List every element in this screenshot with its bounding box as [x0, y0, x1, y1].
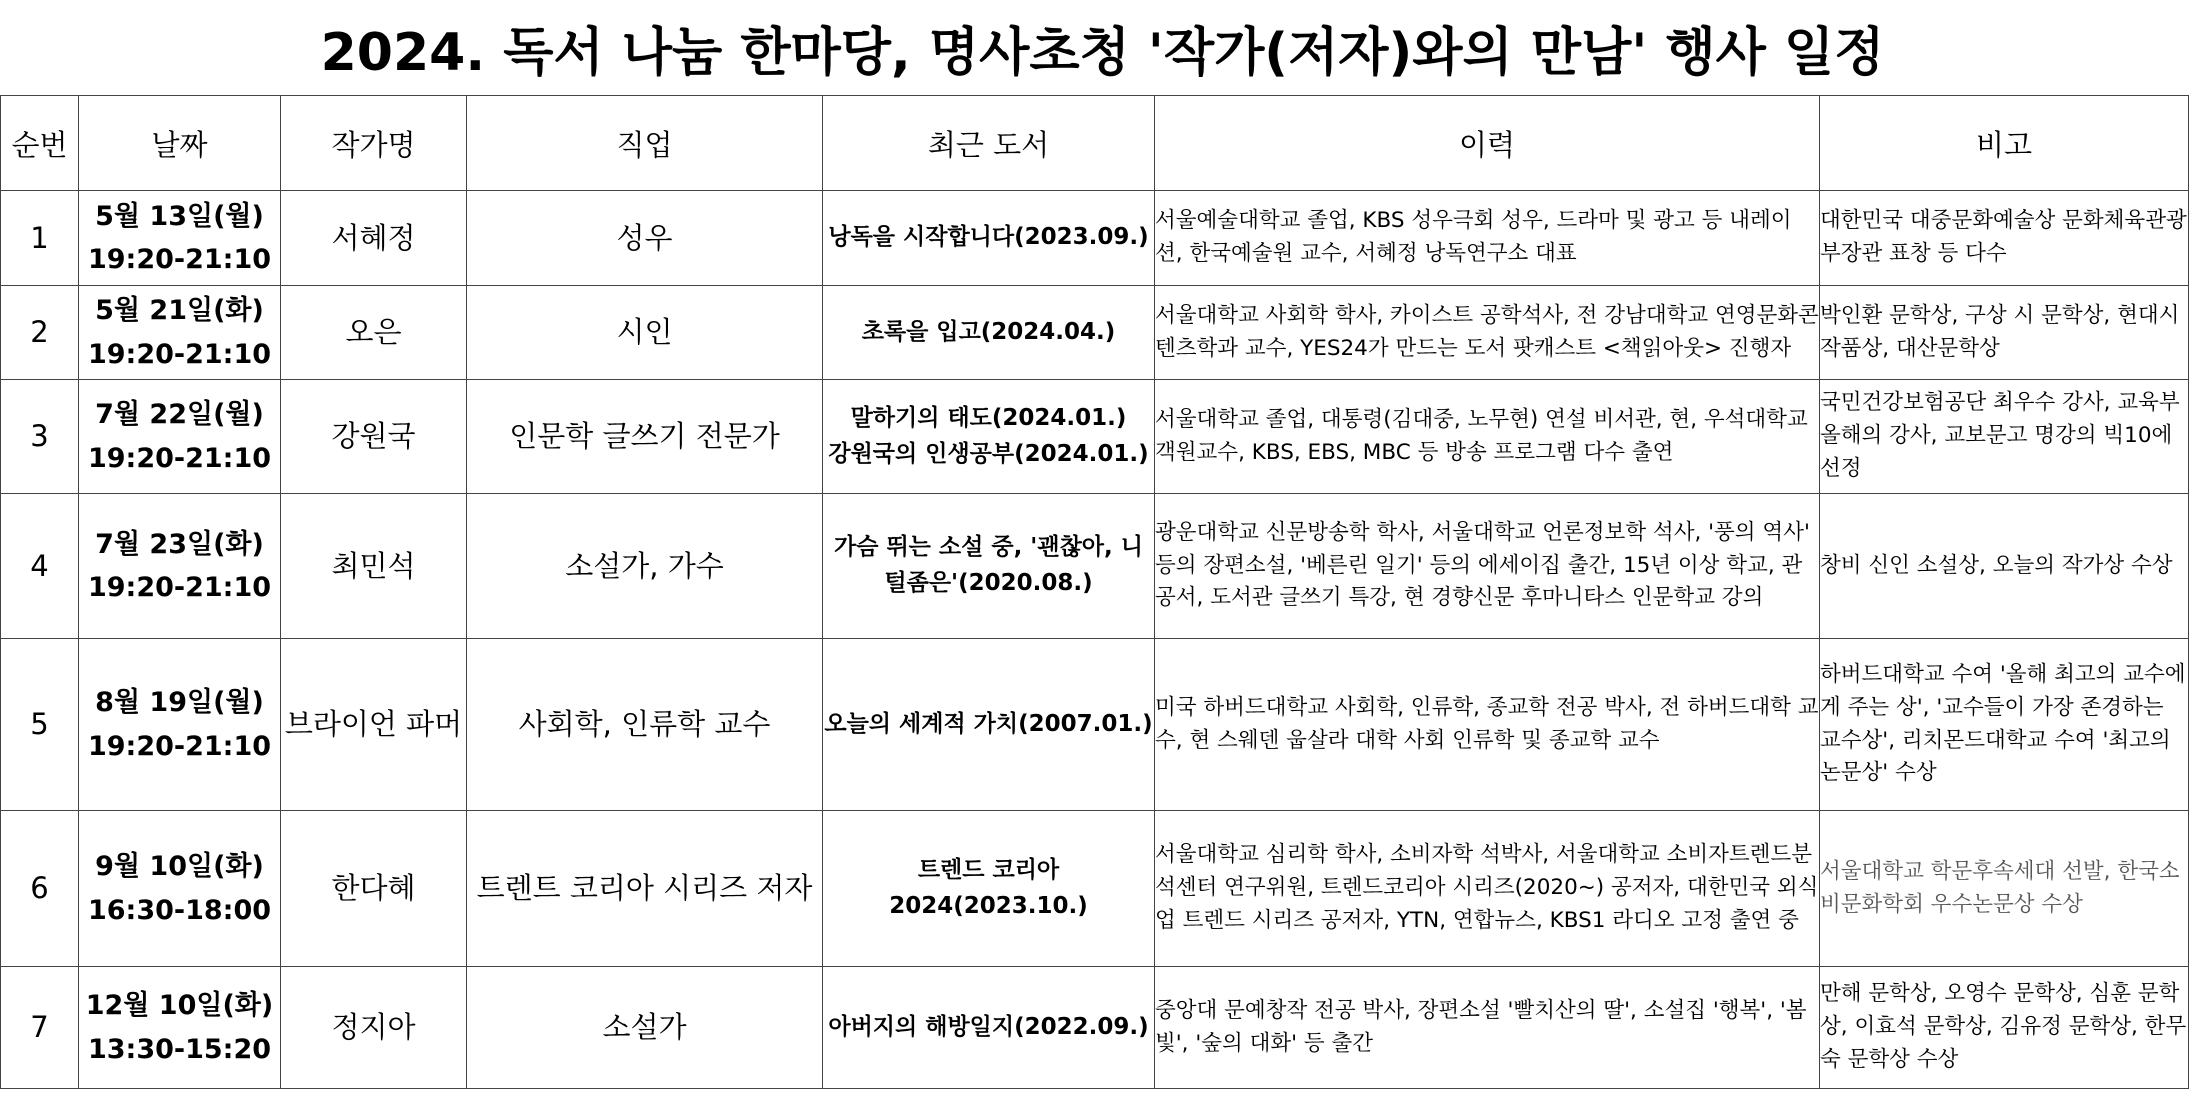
cell-date — [79, 494, 281, 639]
book-title-2: 강원국의 인생공부(2024.01.) — [828, 440, 1149, 467]
cell-job: 시인 — [467, 286, 823, 380]
book-title: 초록을 입고(2024.04.) — [861, 318, 1116, 345]
header-note: 비고 — [1820, 96, 2189, 191]
cell-no: 7 — [1, 967, 79, 1089]
table-row — [1, 191, 2189, 286]
header-row — [1, 96, 2189, 191]
cell-job: 트렌트 코리아 시리즈 저자 — [467, 811, 823, 967]
date-text: 9월 10일(화) — [95, 851, 264, 883]
book-title: 오늘의 세계적 가치(2007.01.) — [824, 710, 1153, 737]
book-title: 가슴 뛰는 소설 중, '괜찮아, 니 — [834, 534, 1143, 561]
cell-note: 만해 문학상, 오영수 문학상, 심훈 문학상, 이효석 문학상, 김유정 문학상, 한무숙 문학상 수상 — [1820, 967, 2189, 1089]
book-title: 아버지의 해방일지(2022.09.) — [828, 1013, 1149, 1040]
cell-book — [823, 967, 1155, 1089]
cell-book — [823, 286, 1155, 380]
cell-note: 대한민국 대중문화예술상 문화체육관광부장관 표창 등 다수 — [1820, 191, 2189, 286]
cell-date — [79, 639, 281, 811]
cell-job: 인문학 글쓰기 전문가 — [467, 380, 823, 494]
cell-no: 2 — [1, 286, 79, 380]
cell-note: 서울대학교 학문후속세대 선발, 한국소비문화학회 우수논문상 수상 — [1820, 811, 2189, 967]
table-row — [1, 380, 2189, 494]
time-text: 19:20-21:10 — [87, 730, 272, 762]
date-text: 8월 19일(월) — [95, 687, 264, 719]
header-job: 직업 — [467, 96, 823, 191]
date-text: 12월 10일(화) — [85, 990, 274, 1022]
cell-author: 한다혜 — [281, 811, 467, 967]
book-title: 낭독을 시작합니다(2023.09.) — [828, 224, 1149, 251]
time-text: 19:20-21:10 — [87, 442, 272, 474]
cell-author: 정지아 — [281, 967, 467, 1089]
table-row — [1, 967, 2189, 1089]
header-no: 순번 — [1, 96, 79, 191]
cell-job: 소설가 — [467, 967, 823, 1089]
cell-book — [823, 191, 1155, 286]
cell-book — [823, 380, 1155, 494]
cell-career: 광운대학교 신문방송학 학사, 서울대학교 언론정보학 석사, '풍의 역사' 등의 장편소설, '베른린 일기' 등의 에세이집 출간, 15년 이상 학교, 관공서, 도서관 글쓰기 특강, 현 경향신문 후마니타스 인문학교 강의 — [1155, 494, 1820, 639]
cell-note: 국민건강보험공단 최우수 강사, 교육부 올해의 강사, 교보문고 명강의 빅10에 선정 — [1820, 380, 2189, 494]
book-title: 말하기의 태도(2024.01.) — [850, 404, 1127, 431]
cell-note: 하버드대학교 수여 '올해 최고의 교수에게 주는 상', '교수들이 가장 존경하는 교수상', 리치몬드대학교 수여 '최고의 논문상' 수상 — [1820, 639, 2189, 811]
header-book: 최근 도서 — [823, 96, 1155, 191]
cell-career: 서울예술대학교 졸업, KBS 성우극회 성우, 드라마 및 광고 등 내레이션, 한국예술원 교수, 서혜정 낭독연구소 대표 — [1155, 191, 1820, 286]
cell-author: 강원국 — [281, 380, 467, 494]
cell-date — [79, 191, 281, 286]
cell-job: 사회학, 인류학 교수 — [467, 639, 823, 811]
cell-author: 브라이언 파머 — [281, 639, 467, 811]
cell-no: 5 — [1, 639, 79, 811]
time-text: 13:30-15:20 — [87, 1033, 272, 1065]
cell-note: 창비 신인 소설상, 오늘의 작가상 수상 — [1820, 494, 2189, 639]
cell-date — [79, 967, 281, 1089]
book-title: 트렌드 코리아 2024(2023.10.) — [889, 856, 1088, 919]
cell-career: 서울대학교 졸업, 대통령(김대중, 노무현) 연설 비서관, 현, 우석대학교 객원교수, KBS, EBS, MBC 등 방송 프로그램 다수 출연 — [1155, 380, 1820, 494]
schedule-table — [0, 95, 2189, 1089]
cell-book — [823, 811, 1155, 967]
cell-no: 1 — [1, 191, 79, 286]
cell-career: 서울대학교 심리학 학사, 소비자학 석박사, 서울대학교 소비자트렌드분석센터 연구위원, 트렌드코리아 시리즈(2020~) 공저자, 대한민국 외식업 트렌드 시리즈 공저자, YTN, 연합뉴스, KBS1 라디오 고정 출연 중 — [1155, 811, 1820, 967]
cell-no: 3 — [1, 380, 79, 494]
time-text: 16:30-18:00 — [87, 894, 272, 926]
cell-job: 성우 — [467, 191, 823, 286]
header-date: 날짜 — [79, 96, 281, 191]
cell-career: 중앙대 문예창작 전공 박사, 장편소설 '빨치산의 딸', 소설집 '행복', '봄빛', '숲의 대화' 등 출간 — [1155, 967, 1820, 1089]
date-text: 5월 13일(월) — [95, 200, 264, 232]
date-text: 7월 22일(월) — [95, 399, 264, 431]
cell-author: 최민석 — [281, 494, 467, 639]
cell-job: 소설가, 가수 — [467, 494, 823, 639]
cell-career: 서울대학교 사회학 학사, 카이스트 공학석사, 전 강남대학교 연영문화콘텐츠학과 교수, YES24가 만드는 도서 팟캐스트 <책읽아웃> 진행자 — [1155, 286, 1820, 380]
book-title-2: 털좀은'(2020.08.) — [884, 570, 1093, 596]
cell-date — [79, 286, 281, 380]
header-career: 이력 — [1155, 96, 1820, 191]
cell-no: 6 — [1, 811, 79, 967]
cell-career: 미국 하버드대학교 사회학, 인류학, 종교학 전공 박사, 전 하버드대학 교수, 현 스웨덴 웁살라 대학 사회 인류학 및 종교학 교수 — [1155, 639, 1820, 811]
time-text: 19:20-21:10 — [87, 338, 272, 370]
cell-author: 오은 — [281, 286, 467, 380]
date-text: 7월 23일(화) — [95, 528, 264, 560]
table-row — [1, 811, 2189, 967]
cell-book — [823, 639, 1155, 811]
table-row — [1, 639, 2189, 811]
time-text: 19:20-21:10 — [87, 572, 272, 603]
cell-author: 서혜정 — [281, 191, 467, 286]
cell-date — [79, 380, 281, 494]
cell-book — [823, 494, 1155, 639]
header-author: 작가명 — [281, 96, 467, 191]
time-text: 19:20-21:10 — [87, 244, 272, 275]
cell-date — [79, 811, 281, 967]
date-text: 5월 21일(화) — [95, 295, 264, 327]
page-title: 2024. 독서 나눔 한마당, 명사초청 '작가(저자)와의 만남' 행사 일정 — [320, 23, 1885, 83]
cell-note: 박인환 문학상, 구상 시 문학상, 현대시 작품상, 대산문학상 — [1820, 286, 2189, 380]
cell-no: 4 — [1, 494, 79, 639]
table-row — [1, 286, 2189, 380]
table-row — [1, 494, 2189, 639]
